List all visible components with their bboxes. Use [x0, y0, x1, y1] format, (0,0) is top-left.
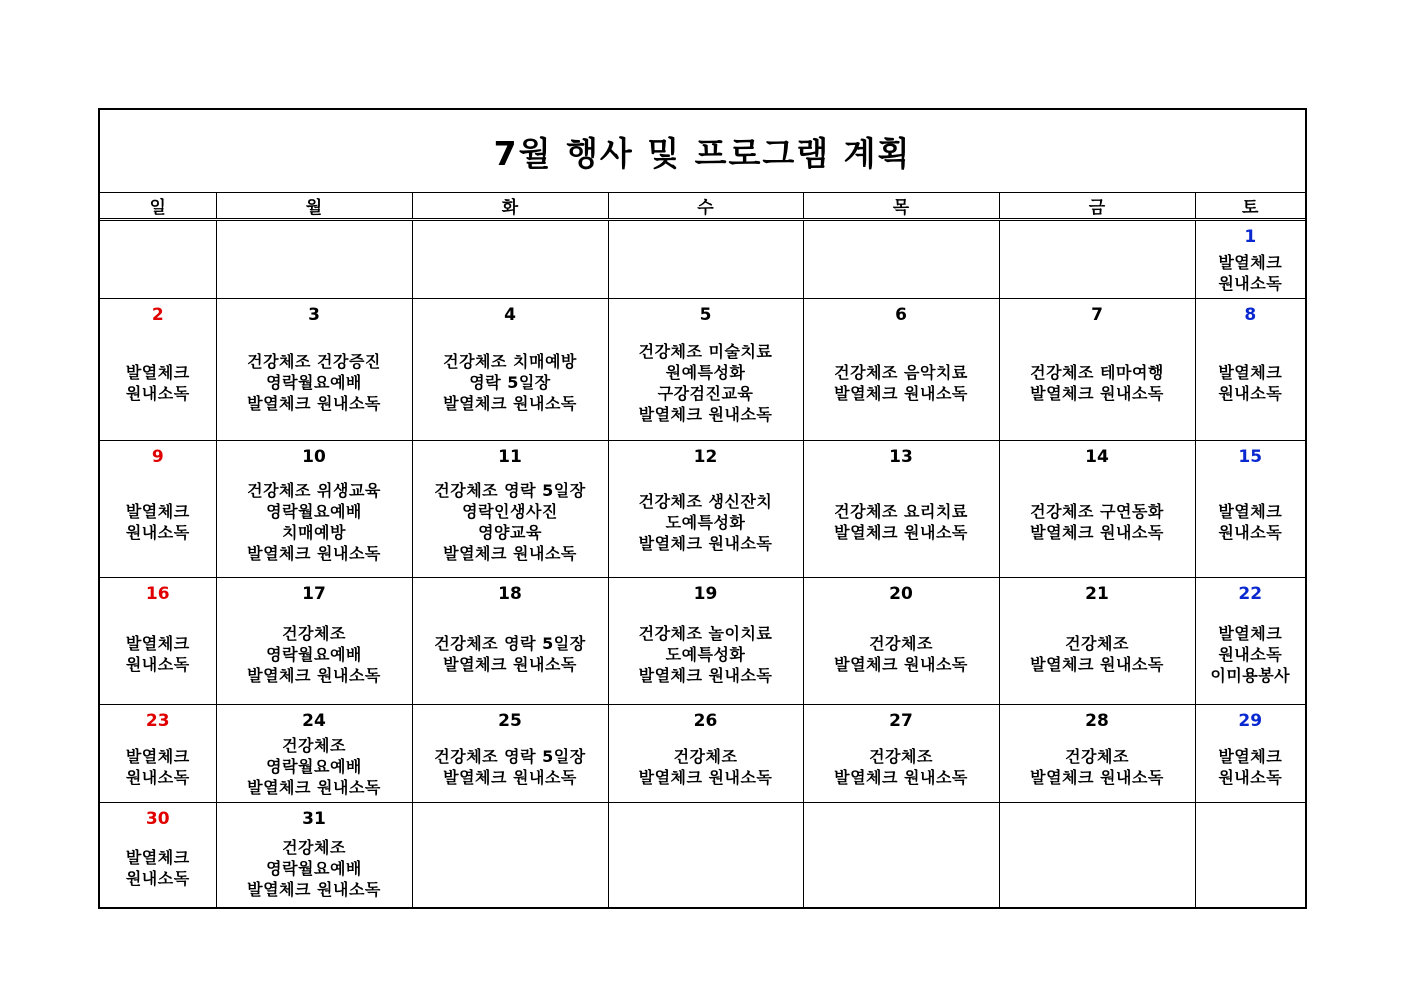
day-cell [608, 220, 803, 299]
event-item: 발열체크 원내소독 [247, 778, 381, 797]
day-cell [100, 803, 216, 908]
day-number: 1 [1244, 227, 1257, 247]
event-list [1196, 327, 1306, 438]
event-item: 발열체크 원내소독 [834, 767, 968, 787]
day-number [609, 227, 803, 247]
day-cell [216, 803, 412, 908]
day-cell [1195, 299, 1305, 441]
event-list [100, 327, 216, 438]
day-cell [216, 578, 412, 705]
event-list [1196, 733, 1306, 800]
day-cell [999, 803, 1195, 908]
week-row [100, 803, 1305, 908]
week-row [100, 705, 1305, 803]
day-number: 16 [145, 584, 170, 604]
day-cell [608, 441, 803, 578]
event-item: 건강체조 치매예방 [443, 352, 577, 371]
day-cell [608, 705, 803, 803]
event-list [1000, 733, 1195, 800]
event-list [217, 733, 412, 800]
day-cell [412, 441, 608, 578]
day-cell [803, 441, 999, 578]
day-cell [412, 220, 608, 299]
event-list [217, 249, 412, 296]
event-list [413, 249, 608, 296]
event-item: 영락월요예배 [266, 858, 362, 878]
event-item: 발열체크 [125, 848, 190, 867]
event-item: 건강체조 위생교육 [247, 481, 381, 500]
event-list [1000, 327, 1195, 438]
event-item: 발열체크 [1218, 362, 1283, 382]
day-cell [803, 578, 999, 705]
day-number: 12 [693, 447, 718, 467]
day-number [1000, 227, 1195, 247]
event-list [413, 606, 608, 702]
day-cell [216, 705, 412, 803]
event-list [1000, 606, 1195, 702]
week-row [100, 441, 1305, 578]
week-row [100, 299, 1305, 441]
event-item: 건강체조 생신잔치 [638, 491, 773, 511]
event-list [609, 831, 803, 905]
day-number [413, 227, 608, 247]
event-item: 발열체크 원내소독 [1030, 523, 1164, 542]
day-number: 10 [302, 447, 326, 467]
event-item: 원내소독 [1218, 273, 1283, 293]
event-item: 건강체조 [282, 623, 346, 643]
week-row [100, 220, 1305, 299]
day-cell [608, 803, 803, 908]
event-item: 건강체조 영락 5일장 [434, 634, 586, 653]
event-item: 원내소독 [1218, 523, 1283, 542]
event-item: 건강체조 [282, 837, 346, 857]
event-item: 영락월요예배 [266, 757, 362, 776]
day-cell [1195, 441, 1305, 578]
event-item: 발열체크 원내소독 [1030, 383, 1164, 403]
day-number: 14 [1085, 447, 1109, 467]
day-cell [412, 705, 608, 803]
event-item: 건강체조 요리치료 [834, 502, 968, 521]
day-number [1196, 809, 1306, 829]
day-cell [999, 299, 1195, 441]
day-number: 20 [889, 584, 913, 604]
event-list [1196, 249, 1306, 296]
event-item: 건강체조 건강증진 [247, 352, 381, 371]
weekday-header: 목 [803, 193, 999, 220]
day-number: 29 [1238, 711, 1263, 731]
event-list [100, 831, 216, 905]
event-item: 영락 5일장 [469, 373, 551, 392]
event-list [217, 831, 412, 905]
event-item: 도예특성화 [665, 512, 746, 532]
event-list [1000, 469, 1195, 575]
day-number [804, 227, 999, 247]
event-list [413, 733, 608, 800]
event-item: 발열체크 [1218, 252, 1283, 272]
event-item: 영락월요예배 [266, 373, 362, 392]
day-number: 18 [498, 584, 522, 604]
event-item: 발열체크 원내소독 [638, 665, 773, 685]
event-list [609, 469, 803, 575]
event-item: 발열체크 원내소독 [247, 394, 381, 413]
event-list [609, 733, 803, 800]
day-cell [803, 803, 999, 908]
day-number: 26 [693, 711, 718, 731]
day-cell [216, 441, 412, 578]
event-item: 원내소독 [1218, 767, 1283, 787]
day-cell [999, 441, 1195, 578]
event-item: 원내소독 [125, 655, 190, 674]
event-list [804, 831, 999, 905]
event-list [100, 733, 216, 800]
event-item: 건강체조 테마여행 [1030, 362, 1164, 382]
event-item: 발열체크 원내소독 [834, 383, 968, 403]
weekday-header-row [100, 193, 1305, 220]
event-item: 이미용봉사 [1210, 665, 1291, 685]
event-item: 발열체크 [1218, 623, 1283, 643]
day-cell [1195, 220, 1305, 299]
weekday-header: 수 [608, 193, 803, 220]
event-item: 건강체조 [673, 746, 738, 766]
event-item: 영락월요예배 [266, 644, 362, 664]
event-list [609, 327, 803, 438]
day-cell [1195, 803, 1305, 908]
event-item: 영양교육 [478, 523, 542, 542]
event-list [804, 733, 999, 800]
event-list [413, 469, 608, 575]
day-cell [412, 578, 608, 705]
event-item: 발열체크 [125, 362, 190, 382]
day-number: 17 [302, 584, 326, 604]
day-number [1000, 809, 1195, 829]
event-item: 건강체조 [869, 746, 933, 766]
day-number: 4 [504, 305, 516, 325]
day-cell [608, 578, 803, 705]
event-item: 도예특성화 [665, 644, 746, 664]
day-number: 21 [1085, 584, 1109, 604]
event-list [804, 327, 999, 438]
day-number: 6 [895, 305, 907, 325]
event-item: 원내소독 [125, 383, 190, 403]
event-list [217, 469, 412, 575]
event-item: 건강체조 영락 5일장 [434, 746, 586, 766]
day-cell [803, 705, 999, 803]
event-item: 발열체크 [125, 634, 190, 653]
day-number: 22 [1238, 584, 1263, 604]
event-list [804, 606, 999, 702]
calendar-table [100, 110, 1305, 907]
event-item: 원내소독 [125, 767, 190, 787]
day-number [609, 809, 803, 829]
day-number [804, 809, 999, 829]
event-item: 발열체크 원내소독 [834, 655, 968, 674]
event-list [609, 249, 803, 296]
day-cell [100, 705, 216, 803]
event-item: 발열체크 원내소독 [443, 544, 577, 563]
day-number: 28 [1085, 711, 1109, 731]
event-list [1000, 249, 1195, 296]
event-item: 영락인생사진 [462, 502, 558, 521]
day-cell [803, 299, 999, 441]
event-item: 건강체조 [282, 736, 346, 755]
week-row [100, 578, 1305, 705]
event-item: 발열체크 원내소독 [834, 523, 968, 542]
day-cell [100, 220, 216, 299]
event-list [100, 606, 216, 702]
event-list [1196, 606, 1306, 702]
event-item: 원내소독 [125, 523, 190, 542]
day-cell [1195, 705, 1305, 803]
event-item: 발열체크 원내소독 [247, 665, 381, 685]
event-item: 원예특성화 [665, 362, 746, 382]
day-cell [100, 441, 216, 578]
event-item: 발열체크 원내소독 [638, 767, 773, 787]
event-item: 발열체크 [1218, 746, 1283, 766]
day-number: 23 [145, 711, 170, 731]
day-cell [412, 803, 608, 908]
event-list [100, 469, 216, 575]
day-number: 31 [302, 809, 326, 829]
monthly-calendar [98, 108, 1307, 909]
day-number: 25 [498, 711, 522, 731]
event-list [413, 831, 608, 905]
event-list [217, 327, 412, 438]
day-number [413, 809, 608, 829]
day-number [217, 227, 412, 247]
day-cell [803, 220, 999, 299]
weekday-header: 월 [216, 193, 412, 220]
day-number: 30 [145, 809, 170, 829]
weekday-header: 금 [999, 193, 1195, 220]
event-item: 원내소독 [1218, 644, 1283, 664]
day-number: 27 [889, 711, 913, 731]
event-item: 발열체크 원내소독 [1030, 655, 1164, 674]
day-cell [100, 299, 216, 441]
event-item: 원내소독 [1218, 383, 1283, 403]
day-number [100, 227, 216, 247]
event-item: 발열체크 원내소독 [638, 404, 773, 424]
event-item: 구강검진교육 [657, 383, 754, 403]
event-item: 건강체조 [869, 634, 933, 653]
event-item: 영락월요예배 [266, 502, 362, 521]
day-number: 9 [151, 447, 164, 467]
day-cell [100, 578, 216, 705]
event-list [100, 249, 216, 296]
event-item: 발열체크 원내소독 [443, 767, 577, 787]
event-item: 건강체조 [1065, 746, 1129, 766]
day-cell [999, 705, 1195, 803]
event-item: 발열체크 원내소독 [1030, 767, 1164, 787]
event-list [804, 469, 999, 575]
day-cell [216, 220, 412, 299]
day-cell [999, 578, 1195, 705]
event-item: 발열체크 [125, 502, 190, 521]
event-item: 건강체조 구연동화 [1030, 502, 1164, 521]
event-item: 건강체조 미술치료 [638, 341, 773, 361]
event-list [1196, 831, 1306, 905]
event-item: 원내소독 [125, 869, 190, 888]
day-number: 15 [1238, 447, 1263, 467]
event-item: 발열체크 원내소독 [638, 533, 773, 553]
calendar-title: 7월 행사 및 프로그램 계획 [100, 110, 1305, 193]
day-number: 13 [889, 447, 913, 467]
event-list [609, 606, 803, 702]
event-item: 치매예방 [282, 523, 346, 542]
event-item: 발열체크 원내소독 [443, 394, 577, 413]
event-list [1000, 831, 1195, 905]
event-item: 건강체조 놀이치료 [638, 623, 773, 643]
day-number: 19 [693, 584, 718, 604]
event-list [413, 327, 608, 438]
event-list [217, 606, 412, 702]
day-number: 3 [308, 305, 320, 325]
day-cell [216, 299, 412, 441]
event-item: 발열체크 [125, 746, 190, 766]
day-cell [608, 299, 803, 441]
day-cell [1195, 578, 1305, 705]
weekday-header: 일 [100, 193, 216, 220]
day-number: 7 [1091, 305, 1103, 325]
event-item: 발열체크 원내소독 [443, 655, 577, 674]
day-cell [412, 299, 608, 441]
event-list [1196, 469, 1306, 575]
day-cell [999, 220, 1195, 299]
day-number: 5 [699, 305, 712, 325]
day-number: 11 [498, 447, 522, 467]
event-item: 건강체조 영락 5일장 [434, 481, 586, 500]
day-number: 2 [151, 305, 164, 325]
event-item: 발열체크 원내소독 [247, 879, 381, 899]
event-item: 건강체조 음악치료 [834, 362, 968, 382]
event-item: 건강체조 [1065, 634, 1129, 653]
weekday-header: 화 [412, 193, 608, 220]
day-number: 24 [302, 711, 326, 731]
event-item: 발열체크 [1218, 502, 1283, 521]
event-item: 발열체크 원내소독 [247, 544, 381, 563]
weekday-header: 토 [1195, 193, 1305, 220]
day-number: 8 [1244, 305, 1257, 325]
event-list [804, 249, 999, 296]
